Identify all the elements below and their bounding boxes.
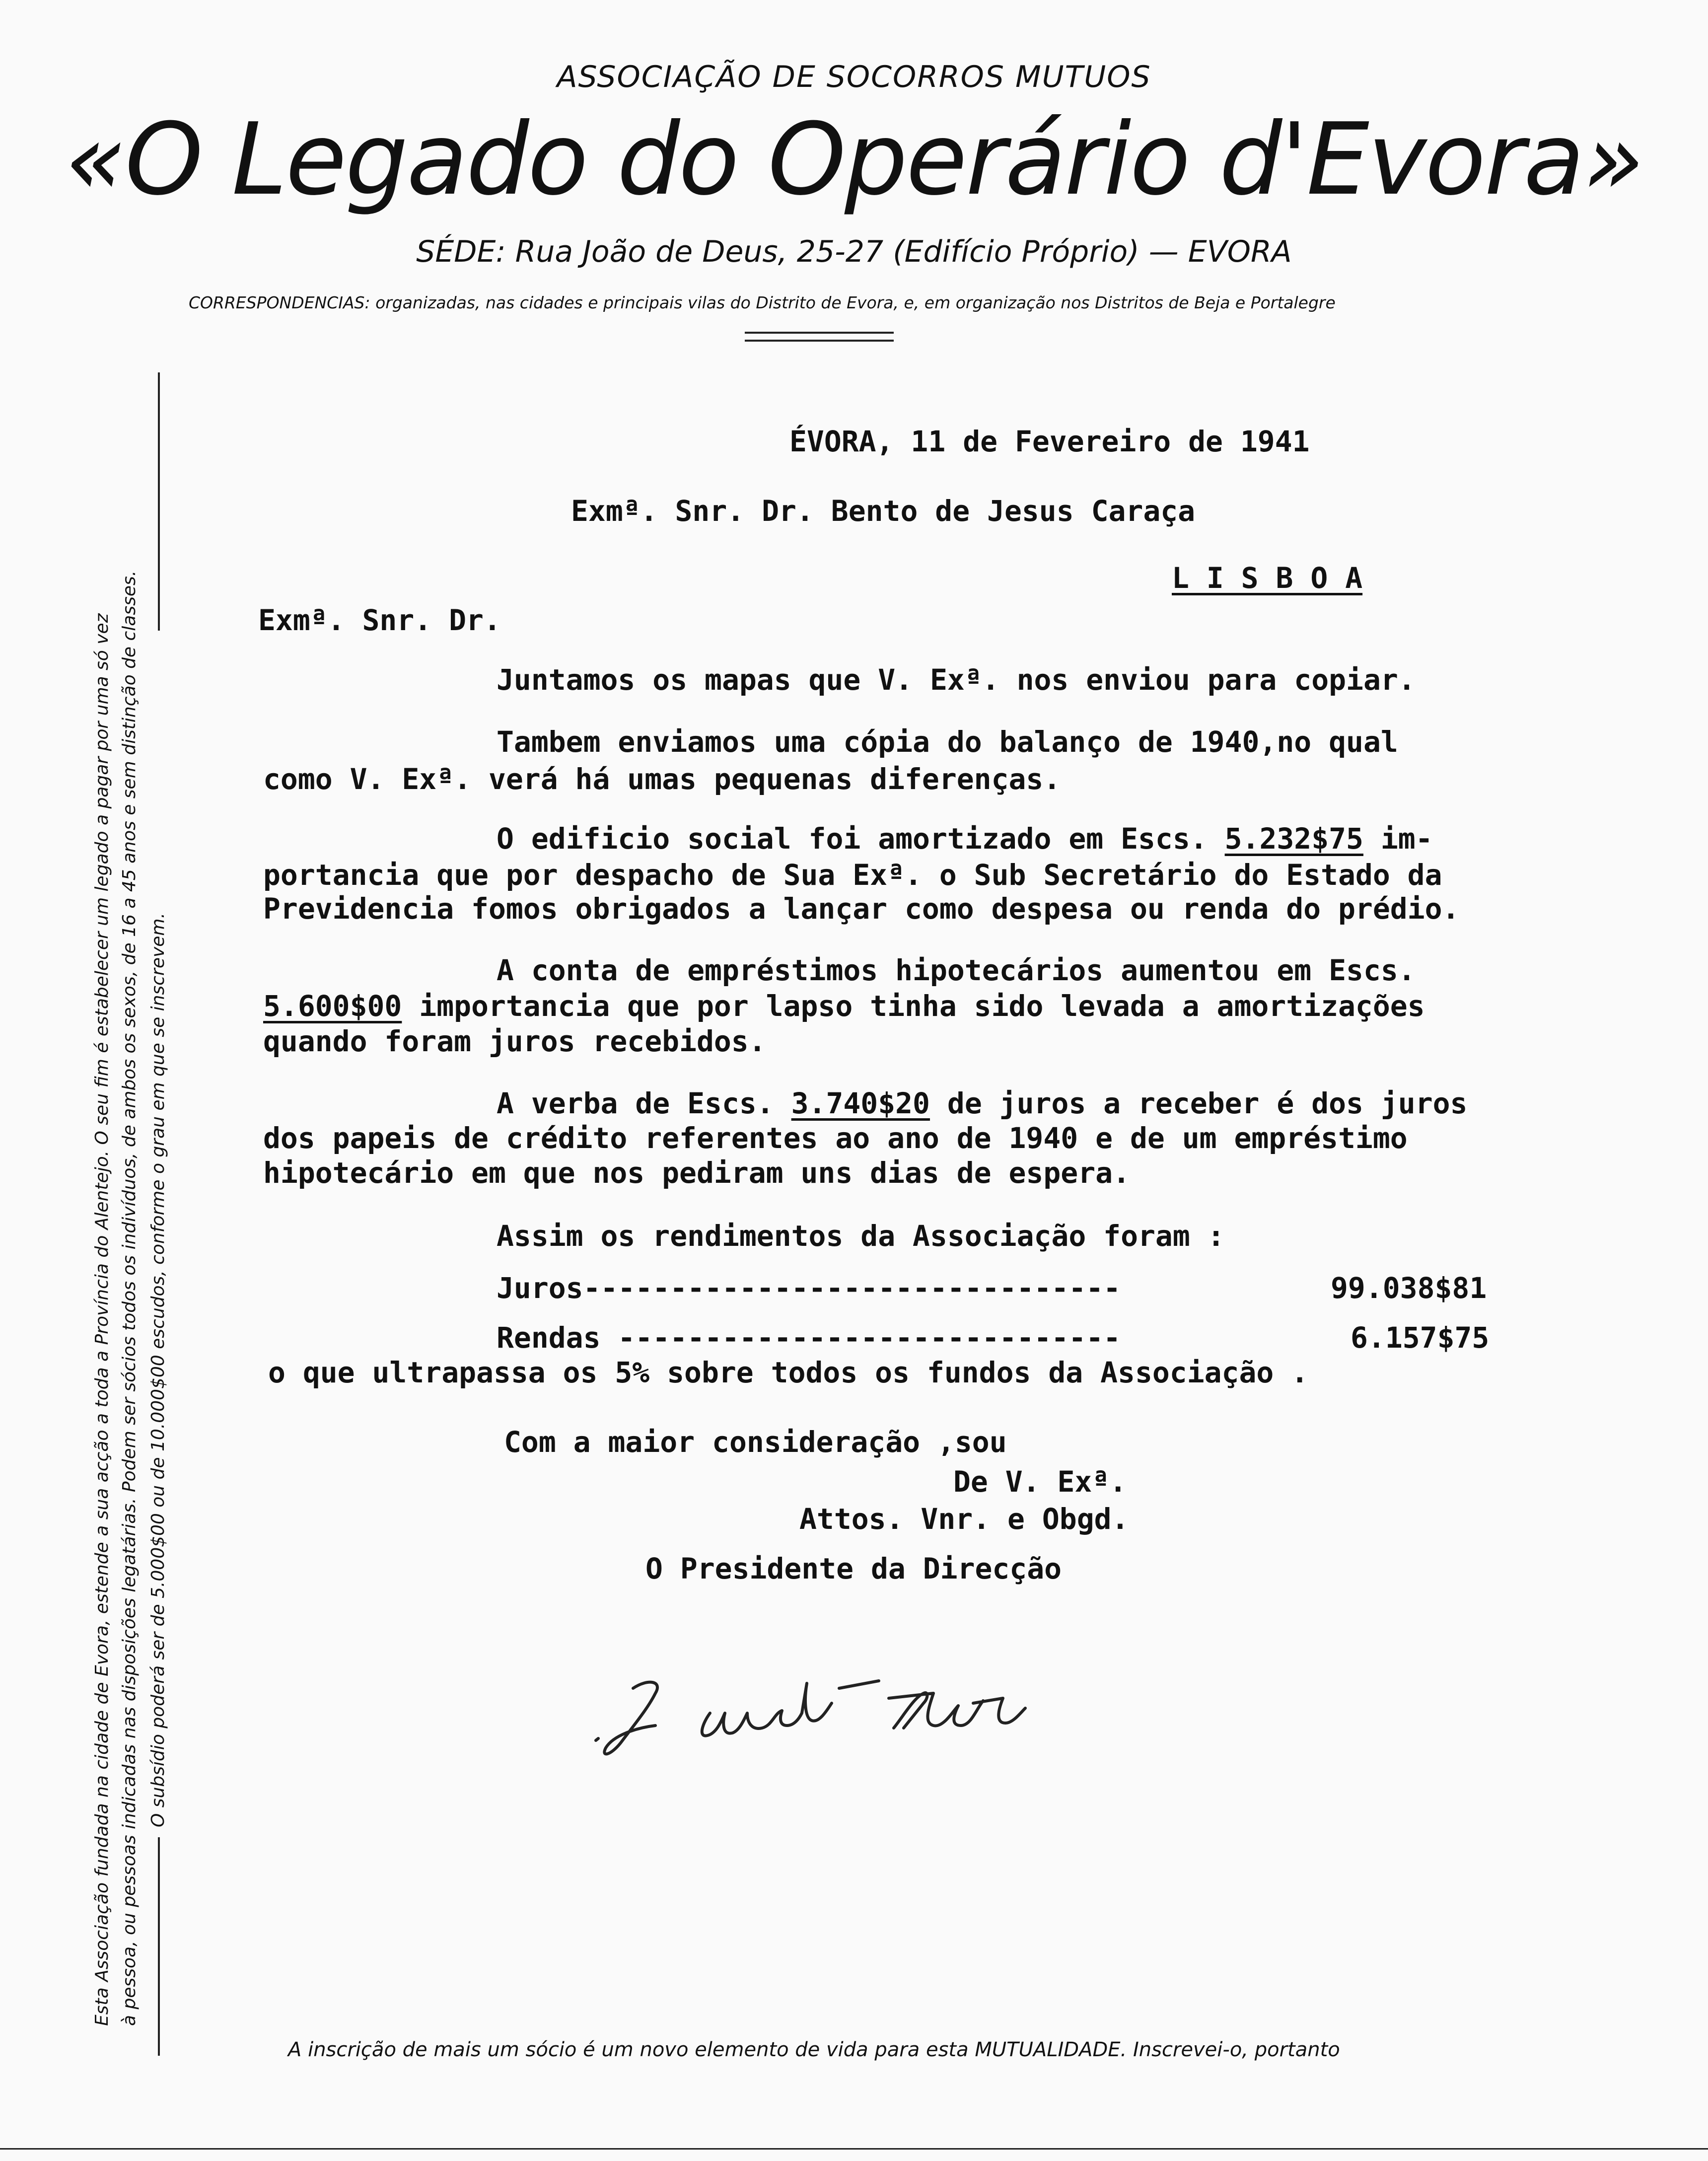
conclusion: o que ultrapassa os 5% sobre todos os fundos da Associação .: [268, 1356, 1309, 1389]
correspondence-note: CORRESPONDENCIAS: organizadas, nas cidades e principais vilas do Distrito de Evora, e, em organização nos Distritos de Beja e Portalegre: [189, 293, 1336, 312]
paragraph-2-line-2: como V. Exª. verá há umas pequenas diferenças.: [263, 762, 1061, 796]
closing-line: Com a maior consideração ,sou: [504, 1425, 1007, 1459]
amount-amortization: 5.232$75: [1224, 822, 1363, 856]
footer-motto: A inscrição de mais um sócio é um novo elemento de vida para esta MUTUALIDADE. Inscrevei-o, portanto: [288, 2038, 1340, 2061]
paragraph-3-line-2: portancia que por despacho de Sua Exª. o Sub Secretário do Estado da: [263, 858, 1442, 892]
signatory-title: O Presidente da Direcção: [645, 1552, 1062, 1585]
amount-mortgage-loans: 5.600$00: [263, 989, 402, 1023]
association-name: «O Legado do Operário d'Evora»: [65, 102, 1643, 217]
paragraph-3-line-1: [497, 822, 1433, 856]
paragraph-3-text: O edificio social foi amortizado em Escs.: [497, 822, 1225, 856]
addressee-city: L I S B O A: [1172, 561, 1363, 595]
closing-line: Attos. Vnr. e Obgd.: [799, 1502, 1129, 1536]
income-juros-label: Juros-------------------------------: [497, 1271, 1121, 1305]
income-rendas-value: 6.157$75: [1351, 1321, 1490, 1355]
paragraph-5-line-1: [497, 1086, 1467, 1120]
bottom-edge-line: [0, 2148, 1708, 2150]
closing-line: De V. Exª.: [953, 1465, 1127, 1499]
header-divider: [745, 332, 894, 334]
paragraph-4-line-3: quando foram juros recebidos.: [263, 1024, 766, 1058]
paragraph-5-line-2: dos papeis de crédito referentes ao ano de 1940 e de um empréstimo: [263, 1121, 1408, 1155]
paragraph-2-line-1: Tambem enviamos uma cópia do balanço de 1940,no qual: [497, 725, 1398, 759]
paragraph-1: Juntamos os mapas que V. Exª. nos enviou para copiar.: [497, 663, 1416, 697]
paragraph-5-text: de juros a receber é dos juros: [929, 1086, 1468, 1120]
handwritten-signature: [586, 1654, 1082, 1773]
letter-date: ÉVORA, 11 de Fevereiro de 1941: [789, 425, 1310, 458]
sidebar-text-line-3: O subsídio poderá ser de 5.000$00 ou de 10.000$00 escudos, conforme o grau em que se inscrevem.: [148, 913, 168, 1827]
paragraph-4-line-2: [263, 989, 1425, 1023]
paragraph-5-line-3: hipotecário em que nos pediram uns dias de espera.: [263, 1156, 1130, 1190]
income-intro: Assim os rendimentos da Associação foram :: [497, 1219, 1225, 1253]
sidebar-text-line-2: à pessoa, ou pessoas indicadas nas disposições legatárias. Podem ser sócios todos os indivíduos, de ambos os sexos, de 16 a 45 anos e sem distinção de classes.: [119, 570, 140, 2026]
paragraph-3-line-3: Previdencia fomos obrigados a lançar como despesa ou renda do prédio.: [263, 892, 1460, 926]
headquarters-address: SÉDE: Rua João de Deus, 25-27 (Edifício Próprio) — EVORA: [416, 234, 1292, 269]
sidebar-rule: [158, 1837, 160, 2056]
paragraph-5-text: A verba de Escs.: [497, 1086, 791, 1120]
paragraph-4-line-1: A conta de empréstimos hipotecários aumentou em Escs.: [497, 953, 1416, 987]
addressee: Exmª. Snr. Dr. Bento de Jesus Caraça: [571, 494, 1196, 528]
association-heading: ASSOCIAÇÃO DE SOCORROS MUTUOS: [557, 60, 1151, 94]
sidebar-rule: [158, 372, 160, 631]
header-divider: [745, 340, 894, 342]
paragraph-3-text: im-: [1363, 822, 1433, 856]
salutation: Exmª. Snr. Dr.: [258, 603, 501, 637]
income-rendas-label: Rendas -----------------------------: [497, 1321, 1121, 1355]
paragraph-4-text: importancia que por lapso tinha sido levada a amortizações: [402, 989, 1425, 1023]
income-juros-value: 99.038$81: [1331, 1271, 1487, 1305]
sidebar-text-line-1: Esta Associação fundada na cidade de Evora, estende a sua acção a toda a Província do Alentejo. O seu fim é estabelecer um legado a pagar por uma só vez: [92, 613, 112, 2026]
amount-interest-receivable: 3.740$20: [791, 1086, 930, 1120]
